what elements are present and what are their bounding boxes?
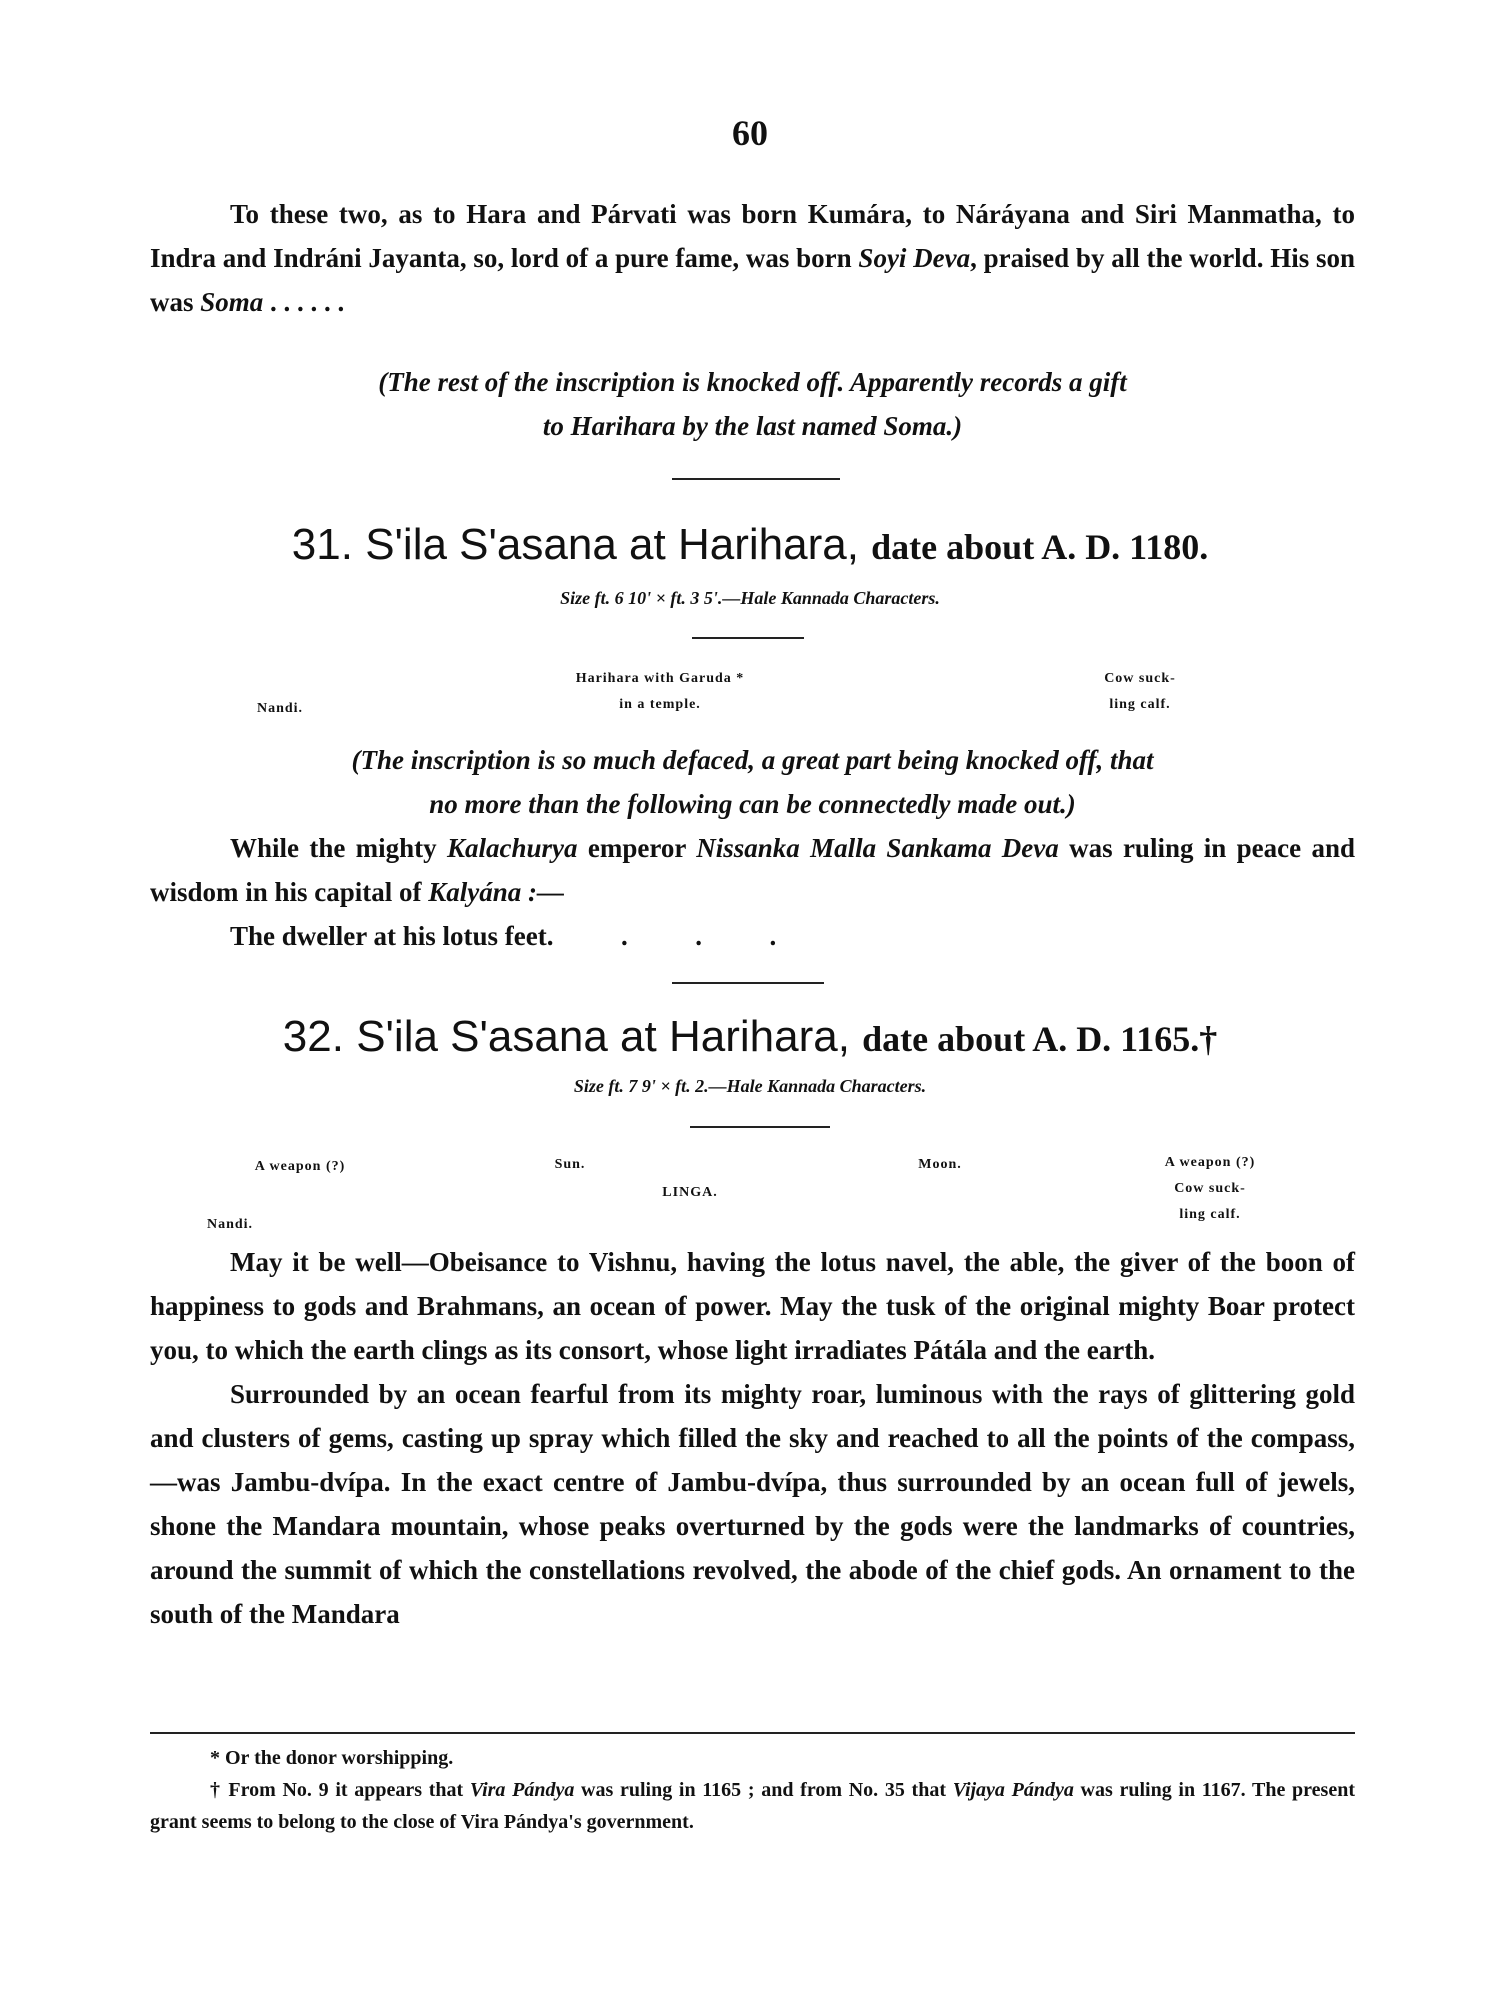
label-cow-line2: ling calf. — [1109, 697, 1171, 712]
footnote-vira: Vira Pándya — [469, 1779, 575, 1801]
inscription-31-title: 31. S'ila S'asana at Harihara, — [291, 520, 859, 569]
note1-line1: (The rest of the inscription is knocked off. Apparently records a gift — [378, 367, 1127, 397]
footnotes — [150, 1742, 1355, 1838]
label-cow-calf — [1070, 666, 1210, 718]
label-moon: Moon. — [918, 1157, 962, 1172]
opening-text-2: , praised by all the world. His son was — [150, 243, 1355, 317]
inscription-31-text-c: was ruling in peace and wisdom in his capital of — [150, 833, 1356, 907]
short-divider — [690, 1126, 830, 1128]
inscription-32-paragraph-1: May it be well—Obeisance to Vishnu, having the lotus navel, the able, the giver of the boon of happiness to gods and Brahmans, an ocean of power. May the tusk of the original mighty Boar protect you, to which the earth clings as its consort, whose light irradiates Pátála and the earth. — [150, 1247, 1355, 1365]
opening-paragraph — [150, 192, 1355, 324]
label-cow-line1: Cow suck- — [1104, 671, 1176, 686]
label-weapon-right — [1120, 1150, 1300, 1228]
inscription-32-body — [150, 1240, 1355, 1636]
inscription-32-size: Size ft. 7 9' × ft. 2.—Hale Kannada Characters. — [573, 1076, 927, 1096]
label-harihara-line1: Harihara with Garuda * — [575, 671, 745, 686]
note31-line1: (The inscription is so much defaced, a great part being knocked off, that — [351, 745, 1154, 775]
inscription-32-date: date about A. D. 1165.† — [862, 1019, 1218, 1059]
footnote-star: * Or the donor worshipping. — [210, 1747, 454, 1769]
section-divider — [672, 982, 824, 984]
opening-ellipsis: . . . . . . — [263, 287, 345, 317]
label-harihara-line2: in a temple. — [619, 697, 701, 712]
inscription-32-paragraph-2: Surrounded by an ocean fearful from its mighty roar, luminous with the rays of glittering gold and clusters of gems, casting up spray which filled the sky and reached to all the points of the compass,—was Jambu-dvípa. In the exact centre of Jambu-dvípa, thus surrounded by an ocean full of jewels, shone the Mandara mountain, whose peaks overturned by the gods were the landmarks of countries, around the summit of which the constellations revolved, the abode of the chief gods. An ornament to the south of the Mandara — [150, 1379, 1355, 1629]
opening-name-soma: Soma — [200, 287, 264, 317]
label-cow-line2: ling calf. — [1179, 1207, 1241, 1222]
label-linga: LINGA. — [662, 1185, 718, 1200]
inscription-32-heading — [0, 1012, 1500, 1062]
inscription-31-dweller: The dweller at his lotus feet — [230, 921, 547, 951]
label-harihara-garuda — [480, 666, 840, 718]
label-weapon-left: A weapon (?) — [254, 1159, 346, 1174]
short-divider — [692, 637, 804, 639]
inscription-32-title: 32. S'ila S'asana at Harihara, — [282, 1012, 850, 1061]
inscription-31-kalachurya: Kalachurya — [447, 833, 578, 863]
footnote-dagger-a: † From No. 9 it appears that — [210, 1779, 470, 1801]
opening-text: To these two, as to Hara and Párvati was born Kumára, to Náráyana and Siri Manmatha, to Indra and Indráni Jayanta, so, lord of a pure fame, was born — [150, 199, 1355, 273]
note1-line2: to Harihara by the last named Soma.) — [542, 411, 963, 441]
inscription-31-capital: Kalyána :— — [428, 877, 565, 907]
note31-line2: no more than the following can be connectedly made out.) — [429, 789, 1076, 819]
label-nandi: Nandi. — [256, 701, 304, 716]
inscription-31-dots: . . . . — [546, 921, 777, 951]
opening-name-soyi: Soyi Deva — [858, 243, 971, 273]
footnote-rule — [150, 1732, 1355, 1734]
label-cow-line1: Cow suck- — [1174, 1181, 1246, 1196]
note-defaced — [150, 738, 1355, 826]
inscription-31-date: date about A. D. 1180. — [871, 527, 1209, 567]
label-weapon-right-text: A weapon (?) — [1164, 1155, 1256, 1170]
page-number: 60 — [732, 113, 768, 153]
inscription-31-body — [150, 826, 1355, 958]
inscription-31-emperor: Nissanka Malla Sankama Deva — [696, 833, 1059, 863]
footnote-dagger-c: was ruling in 1167. The present grant seems to belong to the close of Vira Pándya's government. — [150, 1779, 1356, 1833]
note-rest-knocked-off — [150, 360, 1355, 448]
inscription-31-text-a: While the mighty — [230, 833, 448, 863]
inscription-31-text-b: emperor — [577, 833, 697, 863]
inscription-31-size: Size ft. 6 10' × ft. 3 5'.—Hale Kannada Characters. — [560, 588, 940, 608]
label-nandi: Nandi. — [206, 1217, 254, 1232]
footnote-vijaya: Vijaya Pándya — [952, 1779, 1074, 1801]
footnote-dagger — [150, 1774, 1355, 1838]
inscription-31-heading — [0, 520, 1500, 570]
footnote-dagger-b: was ruling in 1165 ; and from No. 35 that — [574, 1779, 953, 1801]
label-sun: Sun. — [554, 1157, 586, 1172]
section-divider — [672, 478, 840, 480]
